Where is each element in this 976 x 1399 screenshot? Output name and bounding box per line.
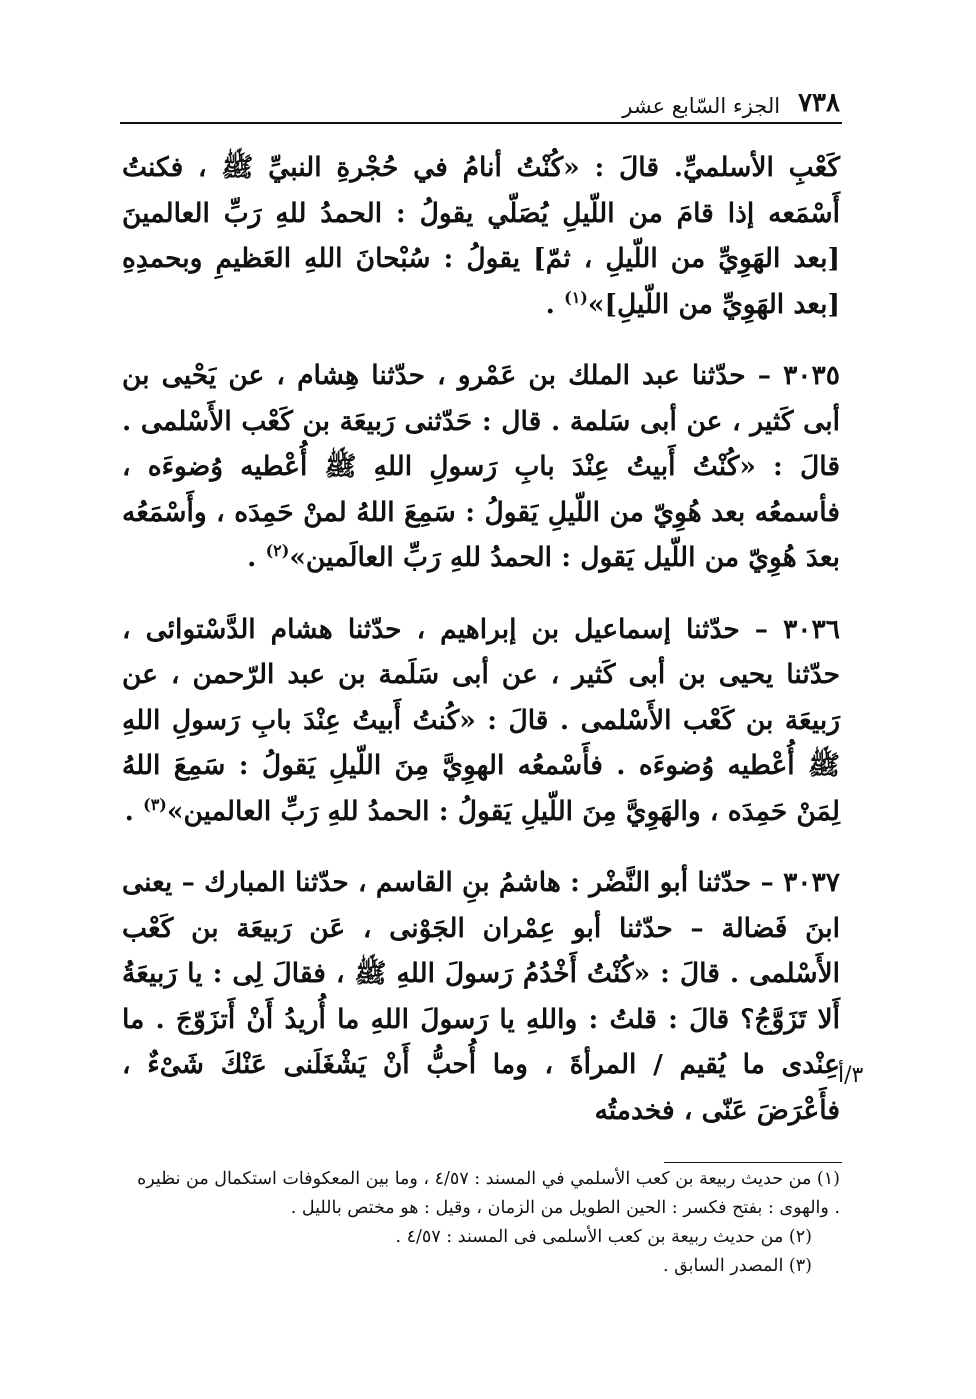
- main-text: [122, 145, 840, 1159]
- footnote-1: (١) من حديث ربيعة بن كعب الأسلمي في المسند : ٤/٥٧ ، وما بين المعكوفات استكمال من نظيره . والهوى : بفتح فكسر : الحين الطويل من الزمان ، وقيل : هو مختص بالليل .: [137, 1169, 840, 1218]
- page-number: ٧٣٨: [798, 88, 840, 118]
- footnote-ref: (١): [564, 287, 588, 307]
- hadith-3037: [122, 860, 840, 1133]
- paragraph-end: .: [247, 542, 266, 573]
- part-title: الجزء السّابع عشر: [622, 94, 781, 118]
- paragraph-text: كَعْبِ الأسلميِّ. قالَ : «كُنْتُ أنامُ في حُجْرةِ النبيِّ ﷺ ، فكنتُ أَسْمَعه إذا قامَ من اللّيلِ يُصَلّي يقولُ : الحمدُ للهِ رَبِّ العالمينَ [بعد الهَوِيِّ من اللّيلِ ، ثمّ] يقولُ : سُبْحانَ اللهِ العَظيمِ وبحمدِهِ [بعد الهَوِيِّ من اللّيلِ]»: [122, 152, 840, 320]
- paragraph-continuation: [122, 145, 840, 327]
- footnote-rule: [664, 1162, 842, 1163]
- running-header: [120, 78, 840, 118]
- footnote-ref: (٢): [265, 541, 290, 561]
- paragraph-text: ٣٠٣٦ – حدّثنا إسماعيل بن إبراهيم ، حدّثنا هشام الدَّسْتوائى ، حدّثنا يحيى بن أبى كَثير ، عن أبى سَلَمة بن عبد الرّحمن ، عن رَبيعَة بن كَعْب الأَسْلمى . قالَ : «كُنتُ أَبيتُ عِنْدَ بابِ رَسولِ اللهِ ﷺ أُعْطيه وُضوءَه . فأَسْمعُه الهوِيَّ مِنَ اللّيلِ يَقولُ : سَمِعَ اللهُ لِمَنْ حَمِدَه ، والهَوِيَّ مِنَ اللّيلِ يَقولُ : الحمدُ للهِ رَبِّ العالمين»: [122, 613, 840, 827]
- paragraph-end: .: [124, 795, 144, 827]
- paragraph-text: ٣٠٣٧ – حدّثنا أبو النَّضْر : هاشمُ بنِ القاسم ، حدّثنا المبارك – يعنى ابنَ فَضالة – حدّثنا أبو عِمْران الجَوْنى ، عَن رَبيعَة بن كَعْب الأَسْلمى . قالَ : «كُنْتُ أَخْدُمُ رَسولَ اللهِ ﷺ ، فقالَ لِى : يا رَبيعَةُ أَلا تَزَوَّجُ؟ قالَ : قلتُ : واللهِ يا رَسولَ اللهِ ما أُريدُ أَنْ أَتزَوّجَ . ما عِنْدى ما يُقيم / المرأةَ ، وما أُحبُّ أَنْ يَشْغَلَنى عَنْكَ شَىْءٌ ، فأَعْرَضَ عَنّى ، فخدمتُه: [122, 867, 840, 1126]
- hadith-3036: [122, 607, 840, 835]
- footnote-3: (٣) المصدر السابق .: [662, 1256, 812, 1276]
- hadith-3035: [122, 353, 840, 581]
- footnote-ref: (٣): [143, 794, 167, 814]
- margin-folio-mark: ٣/أ: [838, 1063, 864, 1088]
- paragraph-text: ٣٠٣٥ – حدّثنا عبد الملك بن عَمْرو ، حدّثنا هِشام ، عن يَحْيى بن أبى كَثير ، عن أبى سَلمة . قال : حَدّثنى رَبيعَة بن كَعْب الأَسْلمى . قالَ : «كُنْتُ أَبيتُ عِنْدَ بابِ رَسولِ اللهِ ﷺ أُعْطيه وُضوءَه ، فأسمعُه بعد هُوِيّ من اللّيلِ يَقولُ : سَمِعَ اللهُ لمنْ حَمِدَه ، وأَسْمَعُه بعدَ هُوِيّ من اللّيل يَقول : الحمدُ للهِ رَبِّ العالَمين»: [122, 360, 840, 573]
- footnotes: [130, 1165, 840, 1281]
- footnote-2: (٢) من حديث ربيعة بن كعب الأسلمى فى المسند : ٤/٥٧ .: [395, 1227, 812, 1247]
- header-rule: [120, 122, 842, 124]
- paragraph-end: .: [545, 288, 565, 320]
